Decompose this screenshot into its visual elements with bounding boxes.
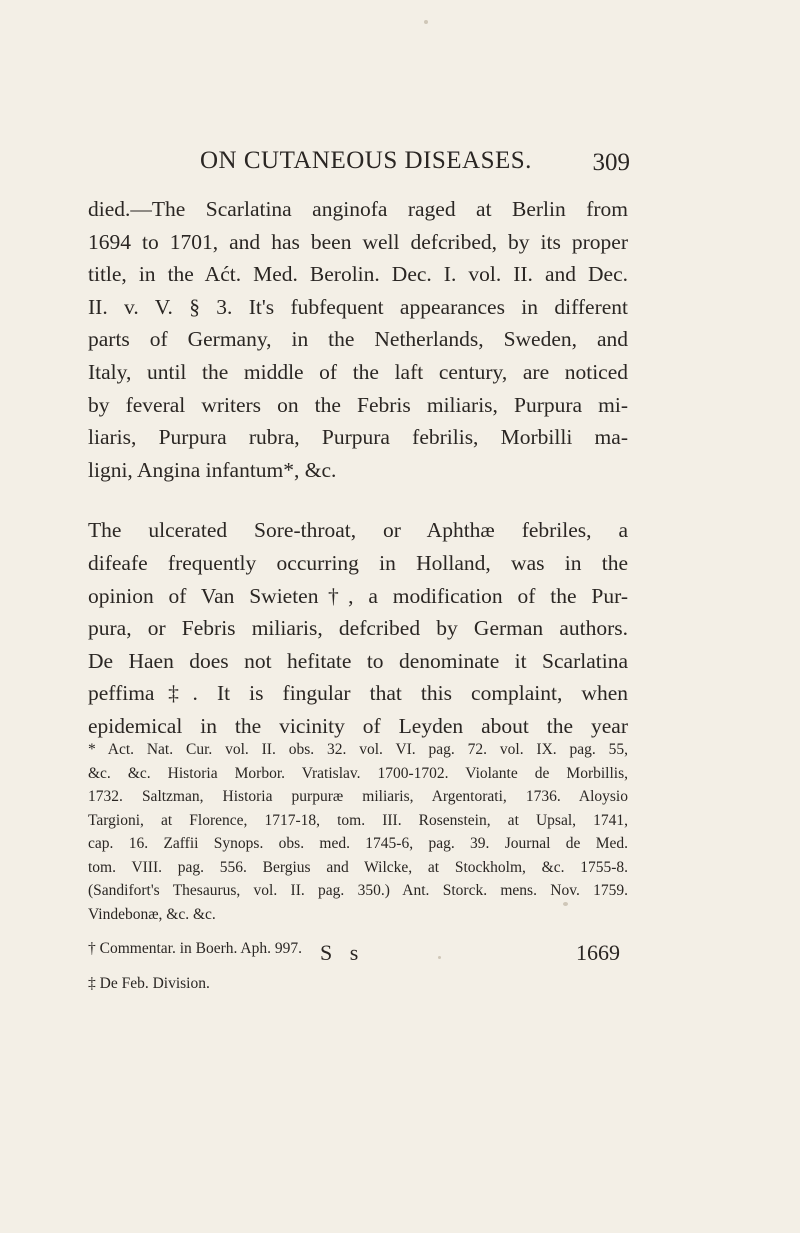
text-line: title, in the Aćt. Med. Berolin. Dec. I. vol. II. and Dec. [88, 262, 628, 287]
footnote-line: cap. 16. Zaffii Synops. obs. med. 1745-6, pag. 39. Journal de Med. [88, 835, 628, 852]
text-line: opinion of Van Swieten†, a modification of the Pur- [88, 583, 628, 608]
footnote-line: † Commentar. in Boerh. Aph. 997. [88, 940, 302, 957]
text-line: De Haen does not hefitate to denominate it Scarlatina [88, 648, 628, 673]
page-number: 309 [592, 149, 630, 176]
footnote-asterisk [88, 738, 628, 926]
paper-speck [424, 20, 428, 24]
signature-mark: S s [320, 940, 365, 965]
text-line: by feveral writers on the Febris miliaris, Purpura mi- [88, 392, 628, 417]
text-line: liaris, Purpura rubra, Purpura febrilis, Morbilli ma- [88, 425, 628, 450]
text-line: II. v. V. § 3. It's fubfequent appearances in different [88, 294, 628, 319]
paper-speck [438, 956, 441, 959]
paragraph-2 [88, 514, 628, 742]
paragraph-1 [88, 193, 628, 486]
footnote-line: 1732. Saltzman, Historia purpuræ miliaris, Argentorati, 1736. Aloysio [88, 788, 628, 805]
text-line: The ulcerated Sore-throat, or Aphthæ febriles, a [88, 518, 628, 543]
text-line: parts of Germany, in the Netherlands, Sweden, and [88, 327, 628, 352]
catchword: 1669 [576, 940, 620, 965]
page-footer [320, 940, 620, 974]
footnote-line: tom. VIII. pag. 556. Bergius and Wilcke, at Stockholm, &c. 1755-8. [88, 858, 628, 876]
footnote-double-dagger [88, 972, 628, 996]
footnote-line: * Act. Nat. Cur. vol. II. obs. 32. vol. VI. pag. 72. vol. IX. pag. 55, [88, 741, 628, 758]
running-head: ON CUTANEOUS DISEASES. [200, 147, 532, 174]
text-line: difeafe frequently occurring in Holland, was in the [88, 550, 628, 575]
footnote-line: ‡ De Feb. Division. [88, 974, 210, 992]
footnote-line: Targioni, at Florence, 1717-18, tom. III. Rosenstein, at Upsal, 1741, [88, 811, 628, 829]
text-line: ligni, Angina infantum*, &c. [88, 457, 337, 482]
footnote-line: Vindebonæ, &c. &c. [88, 905, 216, 923]
text-line: epidemical in the vicinity of Leyden about the year [88, 713, 628, 738]
text-line: died.—The Scarlatina anginofa raged at Berlin from [88, 197, 628, 221]
text-line: peffima‡. It is fingular that this complaint, when [88, 681, 628, 706]
footnote-line: &c. &c. Historia Morbor. Vratislav. 1700-1702. Violante de Morbillis, [88, 764, 628, 782]
text-line: Italy, until the middle of the laft century, are noticed [88, 359, 628, 384]
text-line: pura, or Febris miliaris, defcribed by German authors. [88, 616, 628, 641]
text-line: 1694 to 1701, and has been well defcribed, by its proper [88, 229, 628, 254]
paper-speck [563, 902, 568, 906]
page-header [200, 147, 630, 187]
footnote-line: (Sandifort's Thesaurus, vol. II. pag. 350.) Ant. Storck. mens. Nov. 1759. [88, 882, 628, 899]
body-text [88, 193, 628, 743]
